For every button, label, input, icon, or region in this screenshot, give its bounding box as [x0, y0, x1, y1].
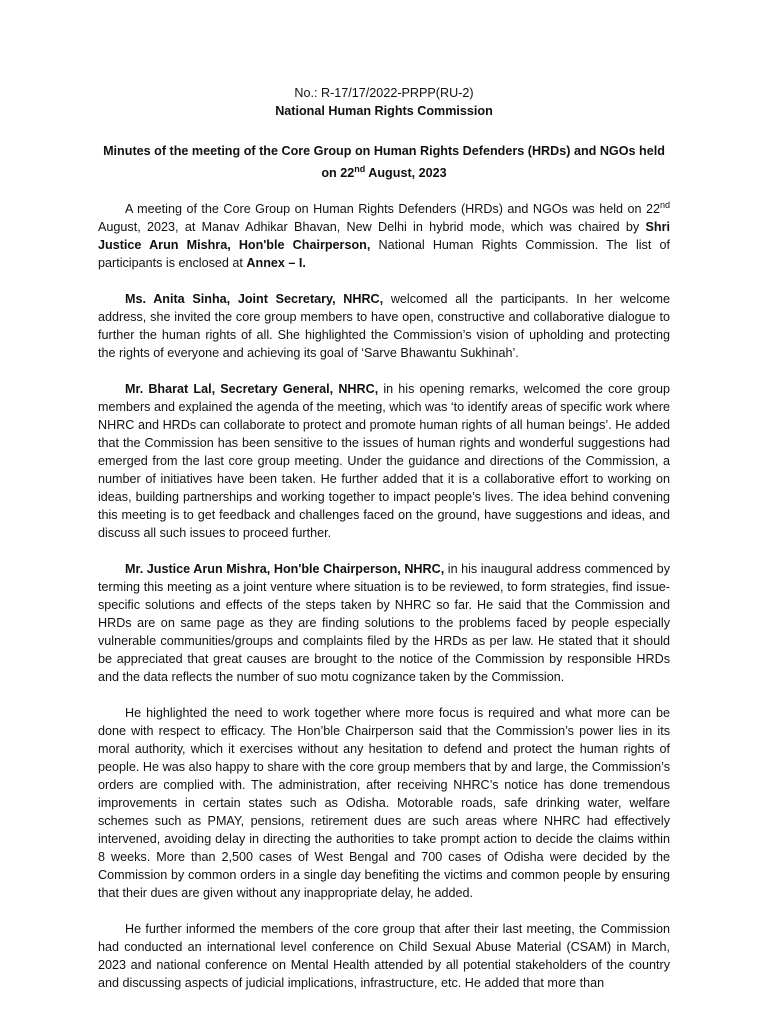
paragraph-opening-remarks: [98, 380, 670, 542]
p3-text: in his opening remarks, welcomed the core group members and explained the agenda of the meeting, which was ‘to identify areas of specific work where NHRC and HRDs can collaborate to protect and promote human rights of all human beings’. He added that the Commission has been sensitive to the issues of human rights and wonderful suggestions had emerged from the last core group meeting. Under the guidance and directions of the Commission, a number of initiatives have been taken. He further added that it is a collaborative effort to working on ideas, building partnerships and working together to impact people’s lives. The idea behind convening this meeting is to get feedback and challenges faced on the ground, have suggestions and ideas, and discuss all such issues to proceed further.: [98, 382, 670, 540]
p2-text: welcomed all the participants. In her welcome address, she invited the core group members to have open, constructive and collaborative dialogue to further the human rights of all. She highlighted the Commission’s vision of upholding and protecting the rights of everyone and achieving its goal of ‘Sarve Bhawantu Sukhinah’.: [98, 292, 670, 360]
p1-text-a: A meeting of the Core Group on Human Rights Defenders (HRDs) and NGOs was held on 22: [125, 202, 660, 216]
organization-name: National Human Rights Commission: [275, 104, 493, 118]
p1-sup: nd: [659, 199, 670, 210]
title-sup: nd: [354, 163, 366, 174]
title-main: Minutes of the meeting of the Core Group on Human Rights Defenders (HRDs) and NGOs held on 22: [103, 144, 665, 180]
p1-chair-name: Shri Justice Arun Mishra, Hon'ble Chairperson,: [98, 220, 670, 252]
p1-text-b: August, 2023, at Manav Adhikar Bhavan, New Delhi in hybrid mode, which was chaired by: [98, 220, 646, 234]
p1-annex: Annex – I.: [246, 256, 306, 270]
p4-speaker: Mr. Justice Arun Mishra, Hon'ble Chairperson, NHRC,: [125, 562, 445, 576]
document-title: [98, 140, 670, 184]
paragraph-conferences: He further informed the members of the core group that after their last meeting, the Commission had conducted an international level conference on Child Sexual Abuse Material (CSAM) in March, 2023 and national conference on Mental Health attended by all potential stakeholders of the country and discussing aspects of judicial implications, infrastructure, etc. He added that more than: [98, 922, 670, 990]
p2-speaker: Ms. Anita Sinha, Joint Secretary, NHRC,: [125, 292, 384, 306]
paragraph-inaugural-address: [98, 560, 670, 686]
paragraph-efficacy: He highlighted the need to work together where more focus is required and what more can be done with respect to efficacy. The Hon’ble Chairperson said that the Commission’s power lies in its moral authority, which it exercises without any hesitation to defend and protect the human rights of people. He was also happy to share with the core group members that by and large, the Commission’s orders are complied with. The administration, after receiving NHRC’s notice has done tremendous improvements in certain states such as Odisha. Motorable roads, safe drinking water, welfare schemes such as PMAY, pensions, retirement dues are such areas where NHRC had effectively intervened, avoiding delay in directing the authorities to take prompt action to decide the claims within 8 weeks. More than 2,500 cases of West Bengal and 700 cases of Odisha were decided by the Commission by common orders in a single day benefiting the victims and common people by ensuring that their dues are given without any inappropriate delay, he added.: [98, 706, 670, 900]
title-end: August, 2023: [365, 166, 447, 180]
document-page: [98, 84, 670, 992]
p3-speaker: Mr. Bharat Lal, Secretary General, NHRC,: [125, 382, 379, 396]
reference-number: No.: R-17/17/2022-PRPP(RU-2): [294, 86, 474, 100]
paragraph-meeting-intro: [98, 200, 670, 272]
p4-text: in his inaugural address commenced by terming this meeting as a joint venture where situation is to be reviewed, to form strategies, find issue-specific solutions and effects of the steps taken by NHRC so far. He said that the Commission and HRDs are on same page as they are finding solutions to the problems faced by people especially vulnerable communities/groups and complaints filed by the HRDs as per law. He stated that it should be appreciated that great causes are brought to the notice of the Commission by responsible HRDs and the data reflects the number of suo motu cognizance taken by the Commission.: [98, 562, 670, 684]
p1-text-c: National Human Rights Commission. The list of participants is enclosed at: [98, 238, 670, 270]
paragraph-welcome: [98, 290, 670, 362]
